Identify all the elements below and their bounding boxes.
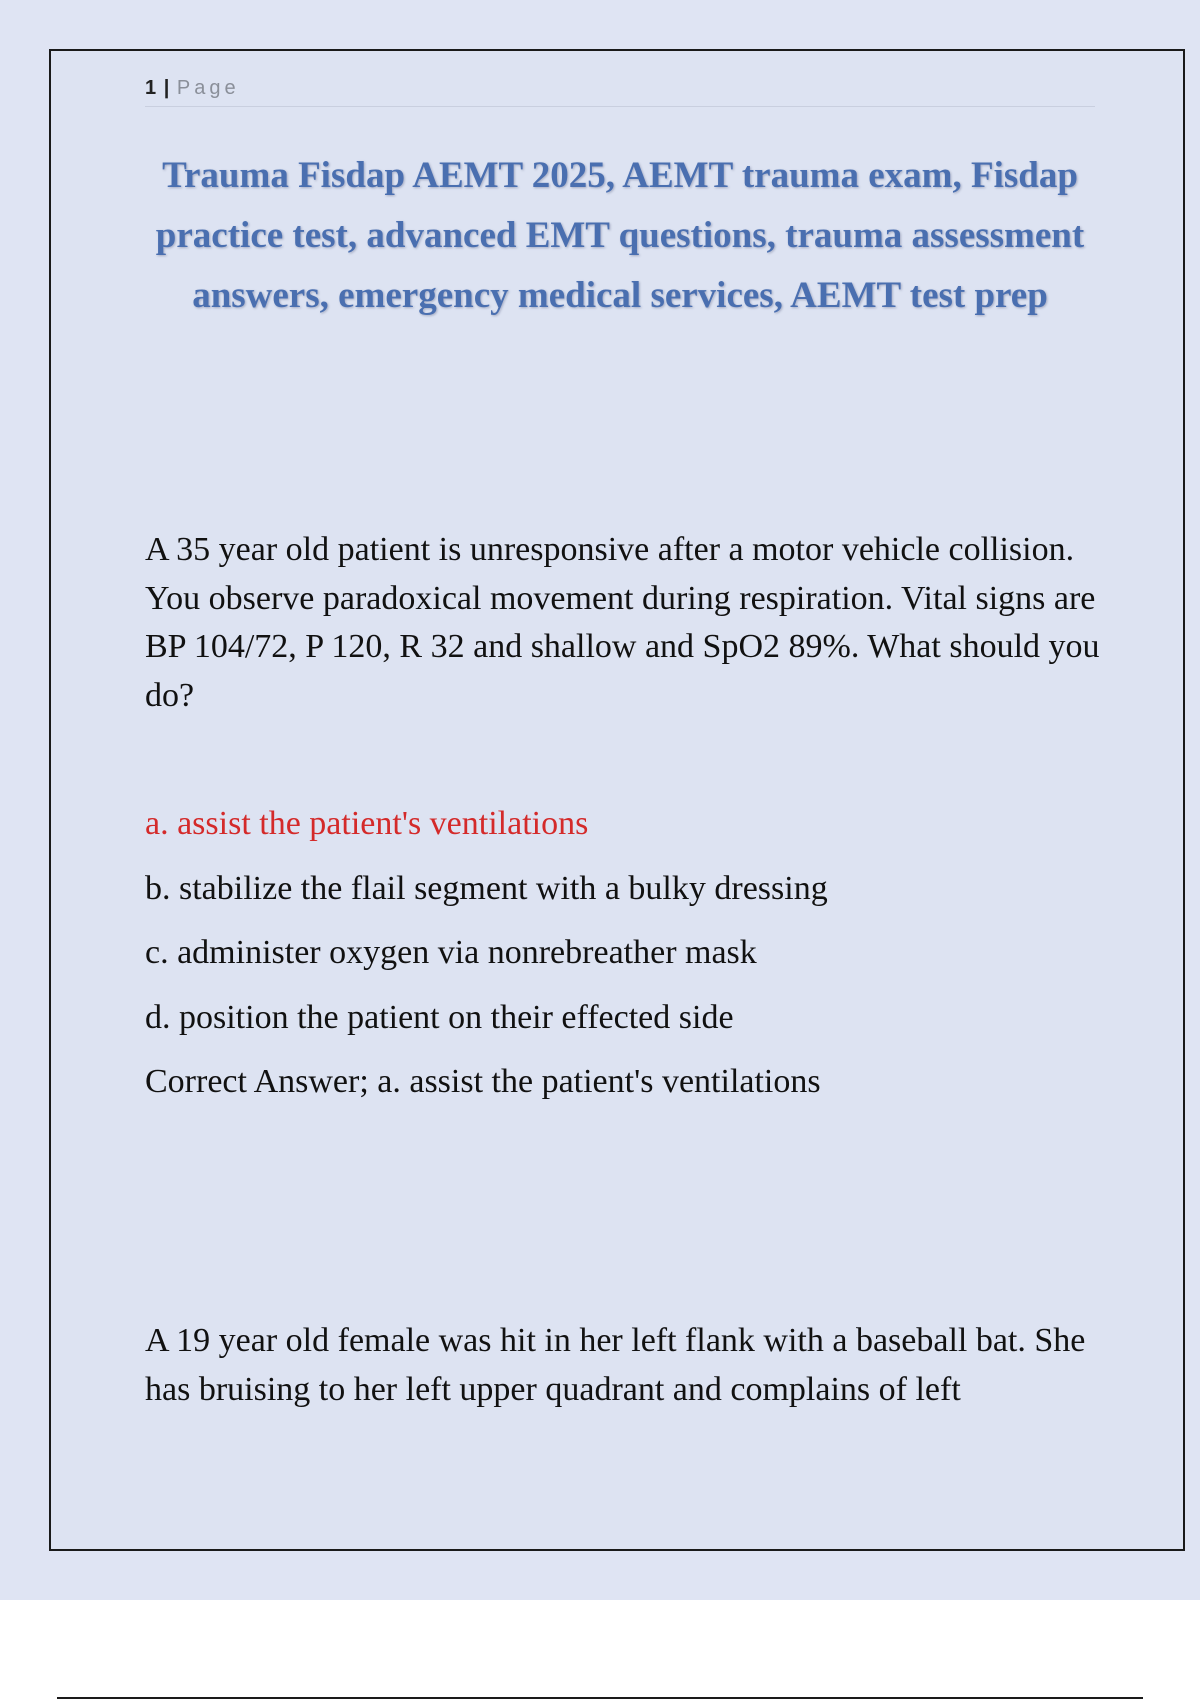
document-title: Trauma Fisdap AEMT 2025, AEMT trauma exam, Fisdap practice test, advanced EMT questions, trauma assessment answers, emergency medical services, AEMT test prep [155,155,1085,316]
question-1-options [145,800,1105,1058]
option-a-correct: a. assist the patient's ventilations [145,805,589,842]
page-separator: | [163,77,170,99]
correct-answer: Correct Answer; a. assist the patient's ventilations [145,1063,821,1100]
page-number: 1 [145,77,157,99]
question-2-text: A 19 year old female was hit in her left flank with a baseball bat. She has bruising to her left upper quadrant and complains of left [145,1322,1086,1408]
question-1-text: A 35 year old patient is unresponsive after a motor vehicle collision. You observe paradoxical movement during respiration. Vital signs are BP 104/72, P 120, R 32 and shallow and SpO2 89%. What should you do? [145,531,1100,714]
option-b: b. stabilize the flail segment with a bulky dressing [145,869,828,907]
option-d: d. position the patient on their effected side [145,998,734,1036]
page-header [145,74,1095,107]
footer-divider [57,1697,1143,1699]
page-label: Page [176,77,240,99]
option-c: c. administer oxygen via nonrebreather mask [145,934,757,971]
